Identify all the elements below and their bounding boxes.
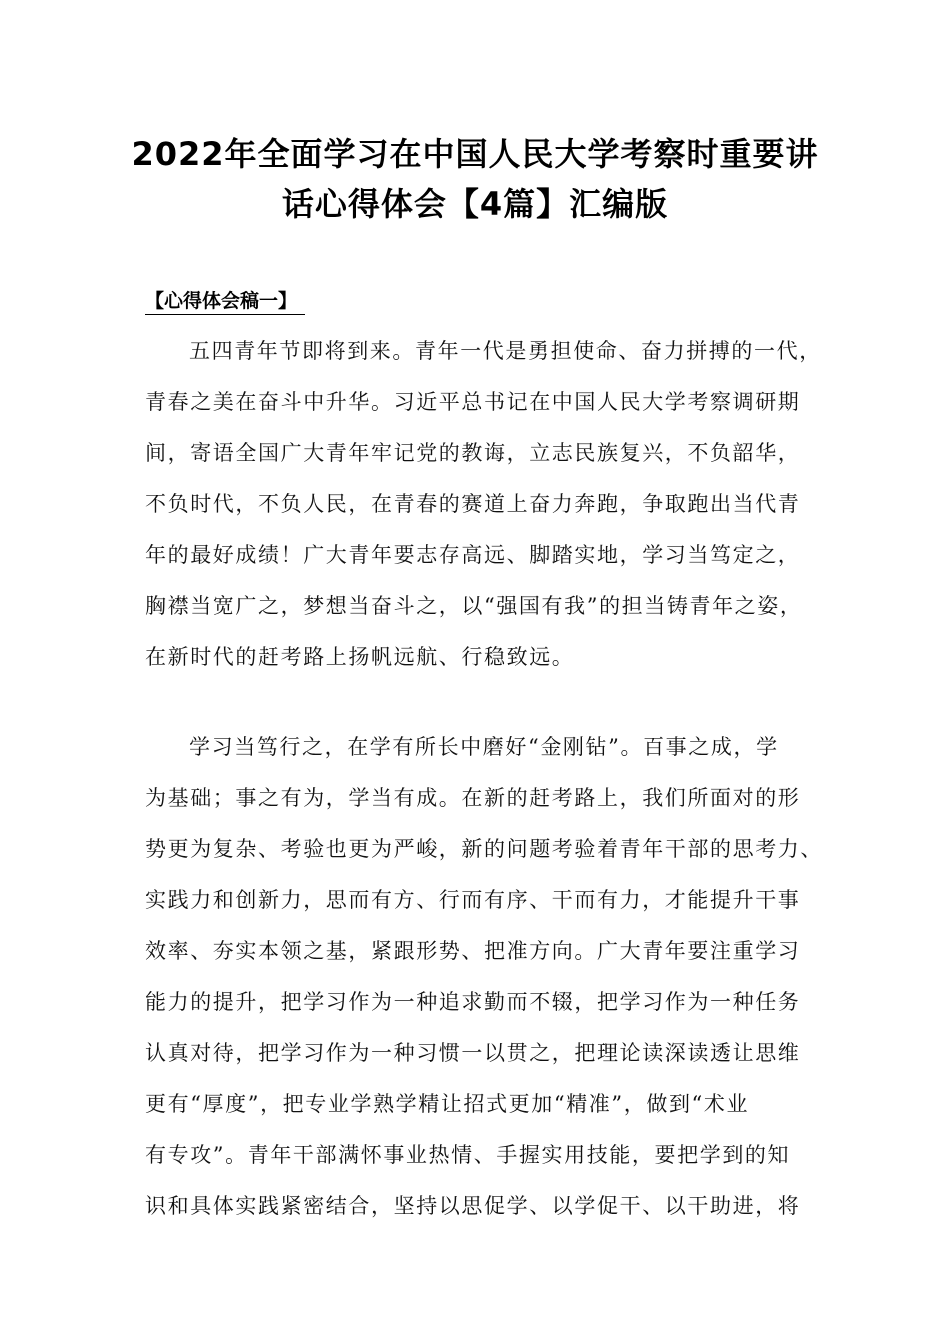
paragraph-line: 有专攻”。青年干部满怀事业热情、手握实用技能，要把学到的知 [145, 1143, 791, 1167]
paragraph-line: 更有“厚度”，把专业学熟学精让招式更加“精准”，做到“术业 [145, 1092, 750, 1116]
section-heading: 【心得体会稿一】 [145, 288, 305, 315]
paragraph-line: 势更为复杂、考验也更为严峻，新的问题考验着青年干部的思考力、 [145, 837, 823, 861]
paragraph-line: 间，寄语全国广大青年牢记党的教诲，立志民族复兴，不负韶华， [145, 441, 801, 465]
paragraph-line: 认真对待，把学习作为一种习惯一以贯之，把理论读深读透让思维 [145, 1041, 801, 1065]
paragraph-line: 五四青年节即将到来。青年一代是勇担使命、奋力拼搏的一代， [189, 339, 822, 363]
paragraph-line: 年的最好成绩！广大青年要志存高远、脚踏实地，学习当笃定之， [145, 543, 801, 567]
paragraph-line: 胸襟当宽广之，梦想当奋斗之，以“强国有我”的担当铸青年之姿， [145, 594, 803, 618]
paragraph-line: 能力的提升，把学习作为一种追求勤而不辍，把学习作为一种任务 [145, 990, 801, 1014]
paragraph-line: 在新时代的赶考路上扬帆远航、行稳致远。 [145, 645, 575, 669]
paragraph-1 [145, 326, 835, 683]
paragraph-line: 为基础；事之有为，学当有成。在新的赶考路上，我们所面对的形 [145, 786, 801, 810]
paragraph-line: 效率、夯实本领之基，紧跟形势、把准方向。广大青年要注重学习 [145, 939, 801, 963]
paragraph-2 [145, 722, 835, 1232]
paragraph-line: 不负时代，不负人民，在青春的赛道上奋力奔跑，争取跑出当代青 [145, 492, 801, 516]
paragraph-line: 青春之美在奋斗中升华。习近平总书记在中国人民大学考察调研期 [145, 390, 801, 414]
paragraph-line: 学习当笃行之，在学有所长中磨好“金刚钻”。百事之成，学 [189, 735, 779, 759]
document-title-line-1: 2022年全面学习在中国人民大学考察时重要讲 [131, 135, 819, 173]
paragraph-line: 识和具体实践紧密结合，坚持以思促学、以学促干、以干助进，将 [145, 1194, 801, 1218]
document-title-line-2: 话心得体会【4篇】汇编版 [281, 185, 669, 223]
paragraph-line: 实践力和创新力，思而有方、行而有序、干而有力，才能提升干事 [145, 888, 801, 912]
